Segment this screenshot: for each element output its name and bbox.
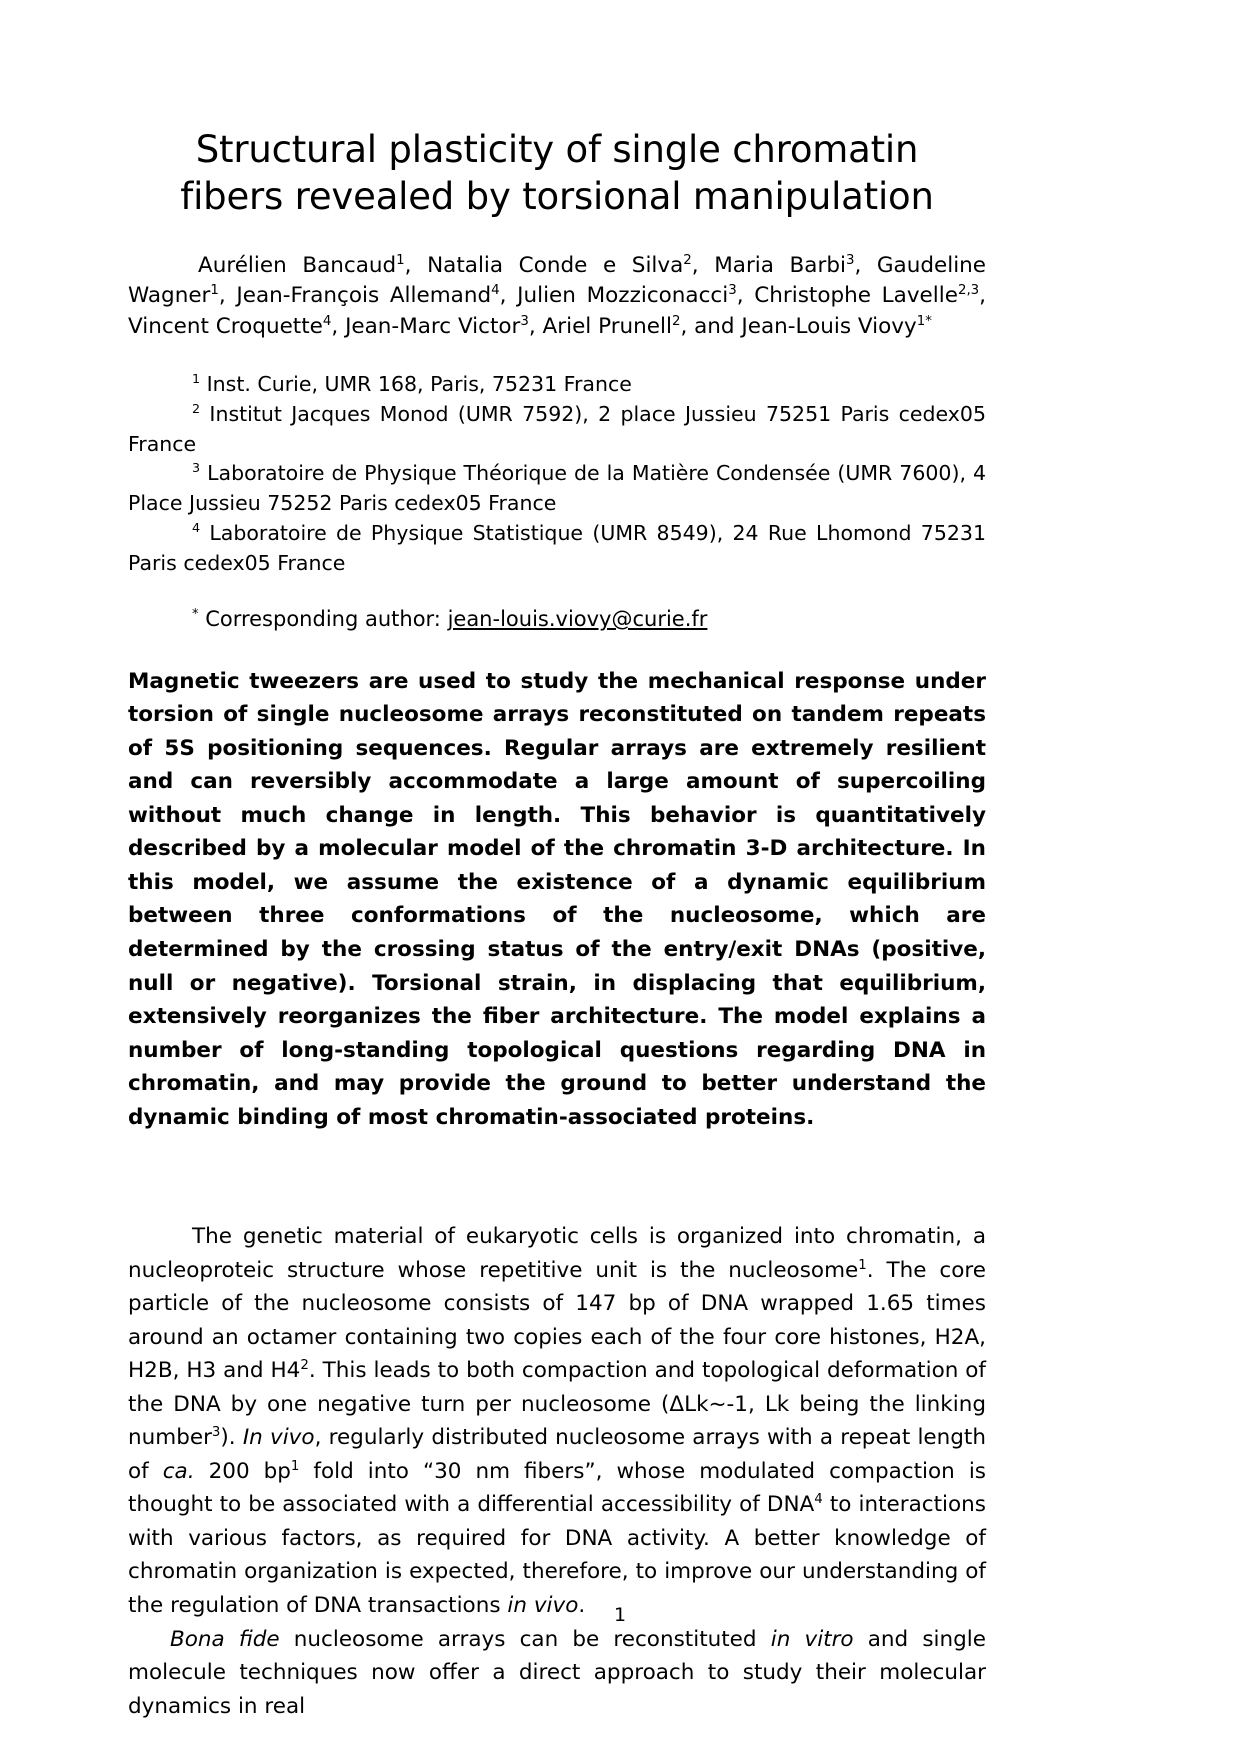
italic-term: in vitro bbox=[770, 1626, 854, 1652]
page-number: 1 bbox=[613, 1604, 627, 1626]
author-name: Maria Barbi bbox=[714, 252, 846, 278]
author-name: Jean-François Allemand bbox=[236, 283, 492, 309]
affiliation-marker: 2 bbox=[192, 401, 201, 417]
page-content bbox=[128, 126, 986, 1723]
affiliation-text: Laboratoire de Physique Statistique (UMR 8549), 24 Rue Lhomond 75231 Paris cedex05 France bbox=[128, 520, 986, 575]
title-line-2: fibers revealed by torsional manipulation bbox=[180, 175, 934, 219]
title-line-1: Structural plasticity of single chromatin bbox=[195, 128, 919, 171]
italic-term: ca. bbox=[162, 1458, 195, 1484]
author-name: Jean-Marc Victor bbox=[345, 313, 521, 339]
italic-term: Bona fide bbox=[170, 1626, 280, 1652]
affiliation-list bbox=[128, 370, 986, 578]
reference-marker: 4 bbox=[814, 1492, 823, 1508]
author-name: Julien Mozziconacci bbox=[517, 283, 729, 309]
author-affiliation-marker: 2 bbox=[683, 252, 692, 268]
author-affiliation-marker: 3 bbox=[520, 313, 529, 329]
italic-term: in vivo bbox=[507, 1593, 579, 1619]
affiliation-entry bbox=[128, 459, 986, 518]
affiliation-entry bbox=[128, 400, 986, 459]
author-name: and Jean-Louis Viovy bbox=[694, 313, 917, 339]
author-affiliation-marker: 4 bbox=[322, 313, 332, 329]
affiliation-text: Laboratoire de Physique Théorique de la Matière Condensée (UMR 7600), 4 Place Jussieu 75252 Paris cedex05 France bbox=[128, 461, 986, 516]
reference-marker: 1 bbox=[290, 1458, 300, 1474]
author-affiliation-marker: 3 bbox=[845, 252, 855, 268]
affiliation-marker: 1 bbox=[192, 371, 201, 387]
author-affiliation-marker: 1* bbox=[916, 313, 932, 329]
affiliation-text: Inst. Curie, UMR 168, Paris, 75231 France bbox=[200, 372, 632, 397]
author-name: Aurélien Bancaud bbox=[198, 252, 397, 278]
author-affiliation-marker: 1 bbox=[210, 283, 219, 299]
reference-marker: 3 bbox=[211, 1425, 221, 1441]
corresponding-author bbox=[128, 604, 986, 634]
author-name: Natalia Conde e Silva bbox=[427, 252, 684, 278]
affiliation-marker: 3 bbox=[192, 460, 201, 476]
italic-term: In vivo bbox=[242, 1425, 315, 1451]
author-name: Christophe Lavelle bbox=[754, 283, 958, 309]
reference-marker: 1 bbox=[858, 1257, 867, 1273]
corresponding-label: Corresponding author: bbox=[198, 607, 448, 632]
corresponding-email-link[interactable]: jean-louis.viovy@curie.fr bbox=[447, 607, 708, 632]
corresponding-marker: * bbox=[192, 607, 199, 623]
author-affiliation-marker: 1 bbox=[396, 252, 405, 268]
reference-marker: 2 bbox=[300, 1358, 309, 1374]
author-affiliation-marker: 2 bbox=[671, 313, 681, 329]
page-title bbox=[128, 126, 986, 221]
author-affiliation-marker: 2,3 bbox=[957, 283, 980, 299]
affiliation-marker: 4 bbox=[192, 520, 201, 536]
abstract: Magnetic tweezers are used to study the mechanical response under torsion of single nucleosome arrays reconstituted on tandem repeats of 5S positioning sequences. Regular arrays are extremely resilient and can reversibly accommodate a large amount of supercoiling without much change in length. This behavior is quantitatively described by a molecular model of the chromatin 3-D architecture. In this model, we assume the existence of a dynamic equilibrium between three conformations of the nucleosome, which are determined by the crossing status of the entry/exit DNAs (positive, null or negative). Torsional strain, in displacing that equilibrium, extensively reorganizes the fiber architecture. The model explains a number of long-standing topological questions regarding DNA in chromatin, and may provide the ground to better understand the dynamic binding of most chromatin-associated proteins. bbox=[128, 668, 986, 1130]
author-list: Aurélien Bancaud$^1$, Natalia Conde e Silva$^2$, Maria Barbi$^3$, Gaudeline Wagner$^1$, Jean-François Allemand$^4$, Julien Mozziconacci$^3$, Christophe Lavelle$^{2,3}$, Vincent Croquette$^4$, Jean-Marc Victor$^3$, Ariel Prunell$^2$, and Jean-Louis Viovy$^{1*}$ bbox=[128, 252, 987, 339]
affiliation-entry bbox=[128, 370, 986, 400]
author-affiliation-marker: 4 bbox=[491, 283, 500, 299]
body-paragraph-2: Bona fide nucleosome arrays can be reconstituted in vitro and single molecule techniques now offer a direct approach to study their molecular dynamics in real bbox=[128, 1626, 986, 1719]
author-name: Ariel Prunell bbox=[542, 313, 672, 339]
author-name: Vincent Croquette bbox=[128, 313, 323, 339]
affiliation-entry bbox=[128, 519, 986, 578]
body-paragraph-1: The genetic material of eukaryotic cells is organized into chromatin, a nucleoproteic structure whose repetitive unit is the nucleosome$^1$. The core particle of the nucleosome consists of 147 bp of DNA wrapped 1.65 times around an octamer containing two copies each of the four core histones, H2A, H2B, H3 and $H4^2$. This leads to both compaction and topological deformation of the DNA by one negative turn per nucleosome (ΔLk~-1, Lk being the linking number$^3$). In vivo, regularly distributed nucleosome arrays with a repeat length of ca. 200 $bp^1$ fold into “30 nm fibers”, whose modulated compaction is thought to be associated with a differential accessibility of DNA$^4$ to interactions with various factors, as required for DNA activity. A better knowledge of chromatin organization is expected, therefore, to improve our understanding of the regulation of DNA transactions in vivo. bbox=[128, 1224, 987, 1619]
author-affiliation-marker: 3 bbox=[728, 283, 737, 299]
author-name: Gaudeline Wagner bbox=[128, 252, 987, 309]
affiliation-text: Institut Jacques Monod (UMR 7592), 2 place Jussieu 75251 Paris cedex05 France bbox=[128, 401, 986, 456]
